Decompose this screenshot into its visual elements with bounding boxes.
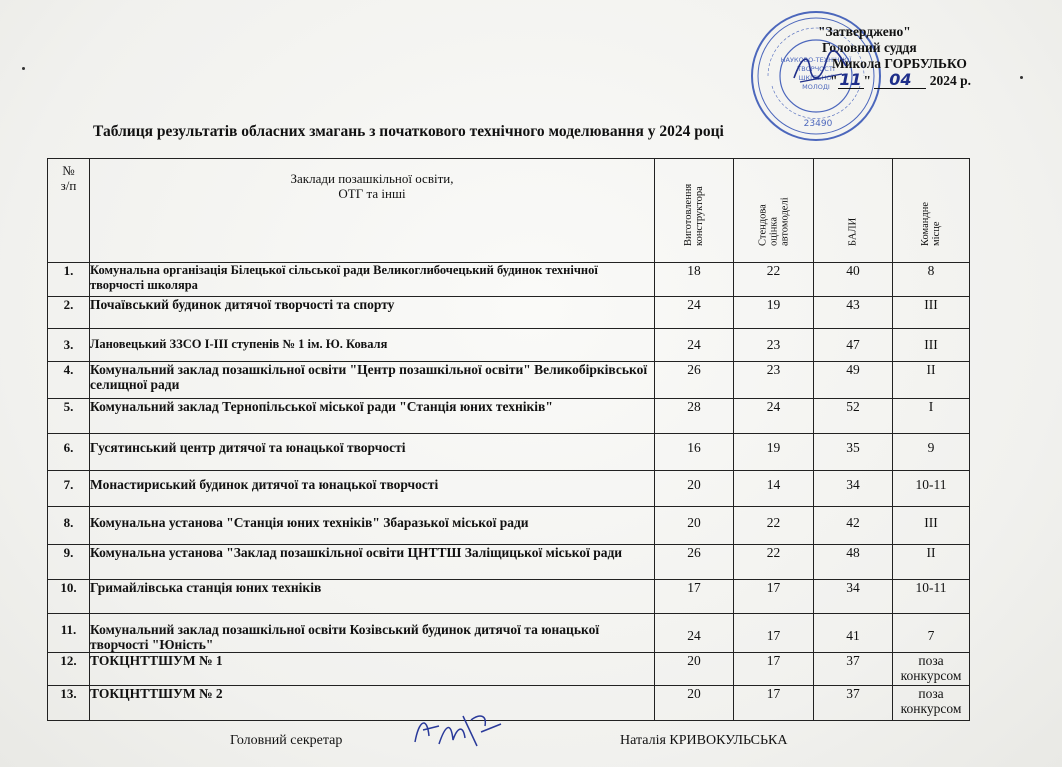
- row-number: 6.: [48, 434, 90, 471]
- table-row: [48, 362, 970, 399]
- total-points: 34: [814, 580, 893, 614]
- header-institution: Заклади позашкільної освіти, ОТГ та інші: [90, 159, 655, 263]
- institution-name: Почаївський будинок дитячої творчості та спорту: [90, 297, 655, 329]
- table-row: [48, 507, 970, 545]
- date-quote-close: ": [863, 73, 871, 88]
- institution-name: Комунальна установа "Заклад позашкільної освіти ЦНТТШ Заліщицької міської ради: [90, 545, 655, 580]
- stand-score: 24: [734, 399, 814, 434]
- institution-name: Гусятинський центр дитячої та юнацької творчості: [90, 434, 655, 471]
- institution-name: Комунальний заклад позашкільної освіти "Центр позашкільної освіти" Великобірківської селищної ради: [90, 362, 655, 399]
- total-points: 49: [814, 362, 893, 399]
- stand-score: 19: [734, 297, 814, 329]
- construction-score: 28: [655, 399, 734, 434]
- page-title: Таблиця результатів обласних змагань з початкового технічного моделювання у 2024 році: [93, 123, 724, 140]
- construction-score: 17: [655, 580, 734, 614]
- header-number: № з/п: [48, 159, 90, 263]
- table-row: [48, 297, 970, 329]
- total-points: 35: [814, 434, 893, 471]
- construction-score: 26: [655, 362, 734, 399]
- row-number: 7.: [48, 471, 90, 507]
- table-row: [48, 434, 970, 471]
- stamp-line-3: ШКІЛЬНОЇ: [798, 74, 834, 82]
- total-points: 42: [814, 507, 893, 545]
- total-points: 48: [814, 545, 893, 580]
- header-stand-assessment: Стендова оцінка автомоделі: [734, 159, 814, 263]
- institution-name: Комунальний заклад Тернопільської міської ради "Станція юних техніків": [90, 399, 655, 434]
- team-place: ІІІ: [893, 297, 970, 329]
- team-place: 10-11: [893, 471, 970, 507]
- construction-score: 20: [655, 507, 734, 545]
- row-number: 12.: [48, 653, 90, 686]
- institution-name: Комунальний заклад позашкільної освіти Козівський будинок дитячої та юнацької творчості "Юність": [90, 614, 655, 653]
- team-place: 9: [893, 434, 970, 471]
- team-place: ІІ: [893, 545, 970, 580]
- table-row: [48, 614, 970, 653]
- stamp-line-1: НАУКОВО-ТЕХНІЧНОЇ: [780, 56, 852, 64]
- header-team-place: Командне місце: [893, 159, 970, 263]
- total-points: 34: [814, 471, 893, 507]
- team-place: 7: [893, 614, 970, 653]
- approval-month: 04: [874, 72, 926, 89]
- total-points: 43: [814, 297, 893, 329]
- results-table: [47, 158, 970, 721]
- stamp-code: 23490: [803, 119, 833, 129]
- stand-score: 22: [734, 263, 814, 297]
- table-row: [48, 653, 970, 686]
- footer-secretary-title: Головний секретар: [230, 733, 343, 748]
- row-number: 10.: [48, 580, 90, 614]
- total-points: 41: [814, 614, 893, 653]
- row-number: 4.: [48, 362, 90, 399]
- approval-signature: [790, 48, 850, 88]
- total-points: 52: [814, 399, 893, 434]
- team-place: ІІІ: [893, 507, 970, 545]
- institution-name: Монастириський будинок дитячої та юнацької творчості: [90, 471, 655, 507]
- construction-score: 26: [655, 545, 734, 580]
- team-place: ІІІ: [893, 329, 970, 362]
- date-quote-open: ": [830, 73, 838, 88]
- total-points: 37: [814, 686, 893, 721]
- team-place: І: [893, 399, 970, 434]
- footer-secretary-name: Наталія КРИВОКУЛЬСЬКА: [620, 733, 788, 748]
- team-place: 8: [893, 263, 970, 297]
- row-number: 8.: [48, 507, 90, 545]
- table-row: [48, 263, 970, 297]
- approval-heading: "Затверджено": [818, 24, 911, 39]
- total-points: 37: [814, 653, 893, 686]
- row-number: 1.: [48, 263, 90, 297]
- institution-name: Гримайлівська станція юних техніків: [90, 580, 655, 614]
- stand-score: 19: [734, 434, 814, 471]
- row-number: 9.: [48, 545, 90, 580]
- table-row: [48, 399, 970, 434]
- total-points: 40: [814, 263, 893, 297]
- stand-score: 17: [734, 614, 814, 653]
- secretary-signature: [405, 706, 515, 756]
- row-number: 13.: [48, 686, 90, 721]
- stand-score: 23: [734, 362, 814, 399]
- row-number: 3.: [48, 329, 90, 362]
- stand-score: 22: [734, 507, 814, 545]
- construction-score: 18: [655, 263, 734, 297]
- construction-score: 16: [655, 434, 734, 471]
- table-header-row: [48, 159, 970, 263]
- row-number: 11.: [48, 614, 90, 653]
- stand-score: 17: [734, 580, 814, 614]
- institution-name: Комунальна організація Білецької сільської ради Великоглибочецький будинок технічної творчості школяра: [90, 263, 655, 297]
- institution-name: ТОКЦНТТШУМ № 2: [90, 686, 655, 721]
- approval-day: 11: [839, 70, 862, 89]
- table-row: [48, 471, 970, 507]
- institution-name: Лановецький ЗЗСО І-ІІІ ступенів № 1 ім. Ю. Коваля: [90, 329, 655, 362]
- approval-judge-name: Микола ГОРБУЛЬКО: [832, 56, 967, 71]
- construction-score: 24: [655, 614, 734, 653]
- row-number: 2.: [48, 297, 90, 329]
- row-number: 5.: [48, 399, 90, 434]
- stand-score: 17: [734, 686, 814, 721]
- scan-speck: [22, 67, 25, 70]
- approval-role: Головний суддя: [822, 40, 917, 55]
- team-place: поза конкурсом: [893, 686, 970, 721]
- stand-score: 14: [734, 471, 814, 507]
- construction-score: 24: [655, 329, 734, 362]
- team-place: 10-11: [893, 580, 970, 614]
- construction-score: 20: [655, 686, 734, 721]
- institution-name: ТОКЦНТТШУМ № 1: [90, 653, 655, 686]
- approval-year: 2024 р.: [929, 73, 972, 88]
- construction-score: 20: [655, 471, 734, 507]
- construction-score: 24: [655, 297, 734, 329]
- table-row: [48, 545, 970, 580]
- stamp-line-4: МОЛОДІ: [802, 83, 830, 91]
- institution-name: Комунальна установа "Станція юних техніків" Збаразької міської ради: [90, 507, 655, 545]
- total-points: 47: [814, 329, 893, 362]
- team-place: ІІ: [893, 362, 970, 399]
- stand-score: 17: [734, 653, 814, 686]
- construction-score: 20: [655, 653, 734, 686]
- team-place: поза конкурсом: [893, 653, 970, 686]
- table-row: [48, 329, 970, 362]
- table-row: [48, 580, 970, 614]
- header-construction: Виготовлення конструктора: [655, 159, 734, 263]
- header-points: БАЛИ: [814, 159, 893, 263]
- stand-score: 22: [734, 545, 814, 580]
- stand-score: 23: [734, 329, 814, 362]
- stamp-line-2: ТВОРЧОСТІ: [797, 65, 835, 73]
